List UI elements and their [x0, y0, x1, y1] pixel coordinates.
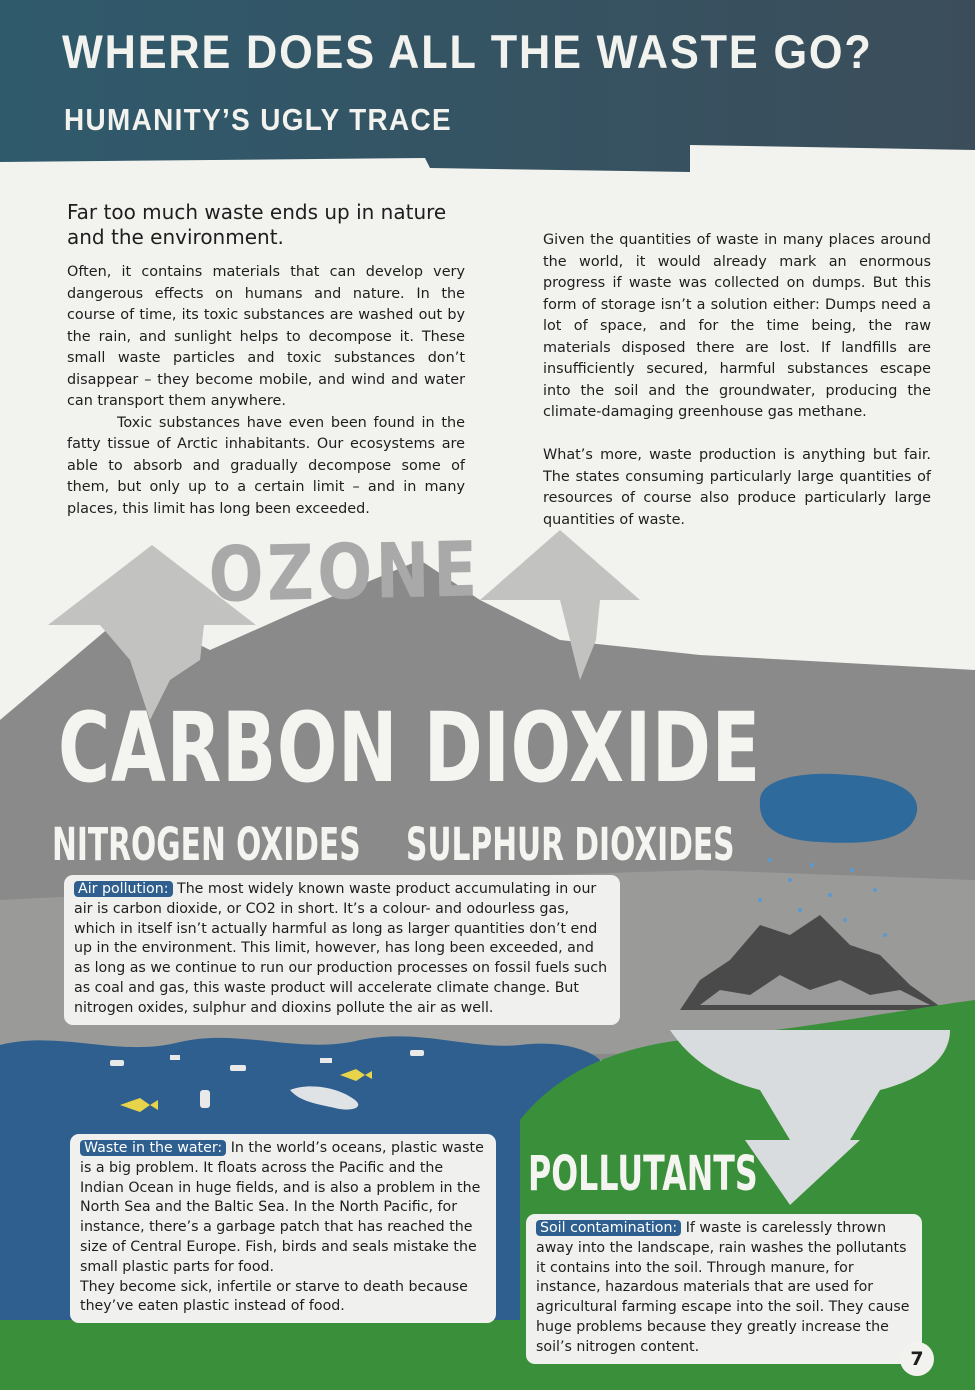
carbon-dioxide-label: CARBON DIOXIDE [58, 692, 761, 804]
pollutants-label: POLLUTANTS [528, 1146, 758, 1202]
intro-paragraph: Toxic substances have even been found in the fatty tissue of Arctic inhabitants. Our ecosystems are able to absorb and gradually decompose some of them, but only up to a certain limit – and in many places, this limit has long been exceeded. [67, 414, 465, 517]
intro-paragraph: Often, it contains materials that can develop very dangerous effects on humans and nature. In the course of time, its toxic substances are washed out by the rain, and sunlight helps to decompose it. These small waste particles and toxic substances don’t disappear – they become mobile, and wind and water can transport them anywhere. [67, 264, 465, 409]
nitrogen-oxides-label: NITROGEN OXIDES [52, 818, 361, 871]
rain-cloud [760, 774, 917, 843]
air-pollution-text [74, 880, 610, 1019]
intro-paragraph: What’s more, waste production is anything but fair. The states consuming particularly large quantities of resources of course also produce particularly large quantities of waste. [543, 447, 931, 528]
intro-paragraph: Given the quantities of waste in many places around the world, it would already mark an enormous progress if waste was collected on dumps. But this form of storage isn’t a solution either: Dumps need a lot of space, and for the time being, the raw materials disposed there are lost. If landfills are insufficiently secured, harmful substances escape into the soil and the groundwater, producing the climate-damaging greenhouse gas methane. [543, 232, 931, 420]
intro-left-column [67, 262, 465, 520]
air-pollution-body: The most widely known waste product accumulating in our air is carbon dioxide, or CO2 in short. It’s a colour- and odourless gas, which in itself isn’t actually harmful as long as larger quantities don’t end up in the environment. This limit, however, has long been exceeded, and as long as we continue to run our production processes on fossil fuels such as coal and gas, this waste product will accelerate climate change. But nitrogen oxides, sulphur and dioxins pollute the air as well. [74, 881, 608, 1016]
air-pollution-box [64, 875, 620, 1025]
intro-right-column [543, 230, 931, 531]
water-waste-body: In the world’s oceans, plastic waste is a big problem. It floats across the Pacific and the Indian Ocean in huge fields, and is also a problem in the North Sea and the Baltic Sea. In the North Pacific, for instance, there’s a garbage patch that has reached the size of Central Europe. Fish, birds and seals mistake the small plastic parts for food. [80, 1140, 484, 1275]
soil-contamination-tag: Soil contamination: [536, 1220, 681, 1236]
lead-heading: Far too much waste ends up in nature and the environment. [67, 200, 447, 249]
water-waste-text-2: They become sick, infertile or starve to death because they’ve eaten plastic instead of food. [80, 1278, 468, 1315]
water-waste-box [70, 1134, 496, 1323]
soil-contamination-text [536, 1219, 912, 1358]
page-title: WHERE DOES ALL THE WASTE GO? [62, 25, 873, 78]
soil-contamination-body: If waste is carelessly thrown away into the landscape, rain washes the pollutants it contains into the soil. Through manure, for instance, hazardous materials that are used for agricultural farming escape into the soil. They cause huge problems because they greatly increase the soil’s nitrogen content. [536, 1220, 910, 1355]
soil-contamination-box [526, 1214, 922, 1364]
page-subtitle: HUMANITY’S UGLY TRACE [64, 102, 452, 137]
air-pollution-tag: Air pollution: [74, 881, 173, 897]
ozone-label: OZONE [208, 524, 482, 619]
page-number: 7 [900, 1342, 934, 1376]
water-waste-tag: Waste in the water: [80, 1140, 226, 1156]
sulphur-dioxides-label: SULPHUR DIOXIDES [406, 818, 735, 871]
water-waste-text [80, 1139, 486, 1278]
